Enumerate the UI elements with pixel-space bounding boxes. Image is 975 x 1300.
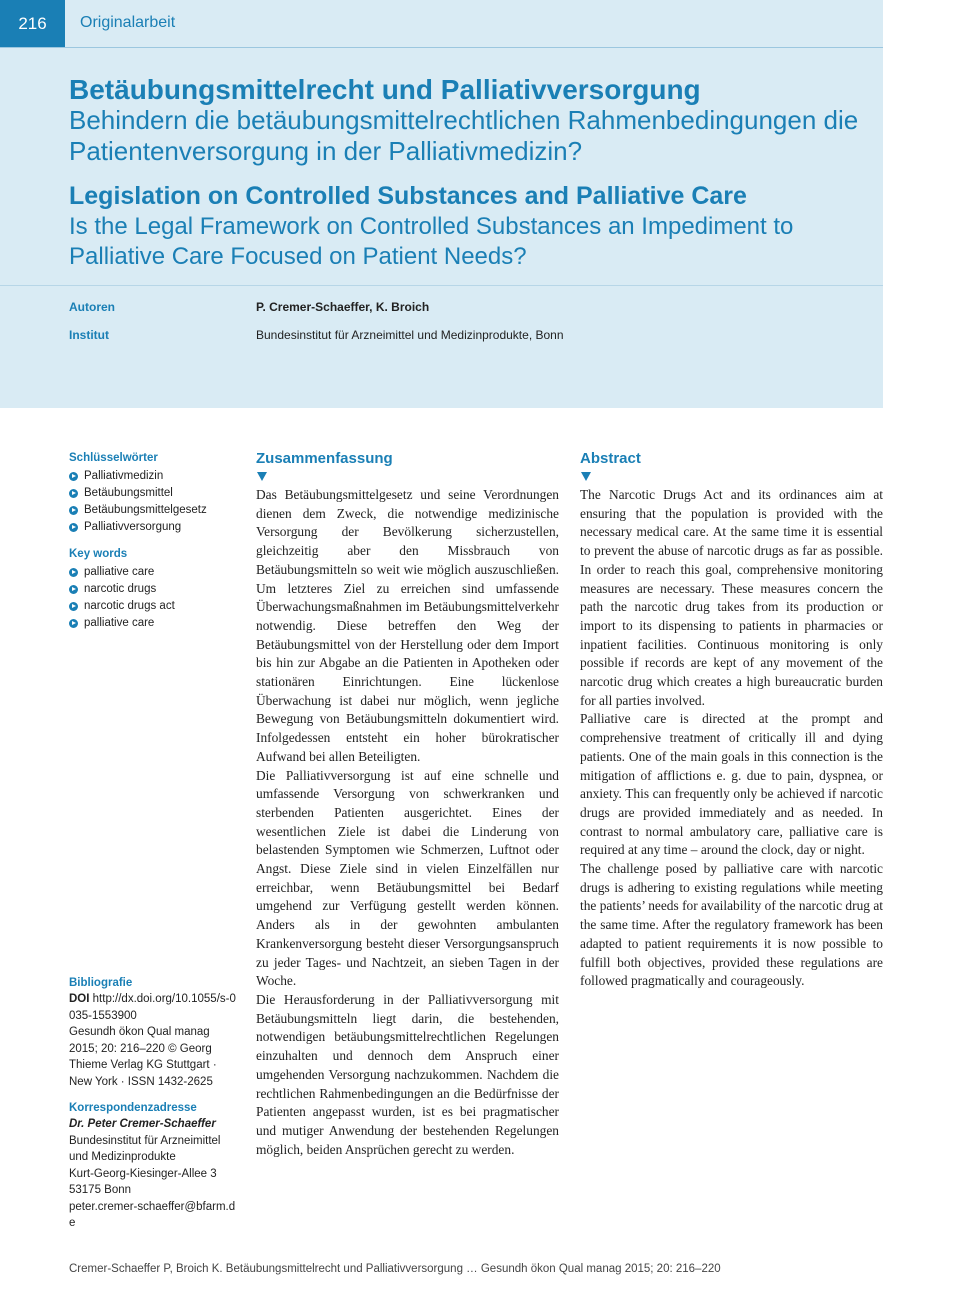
arrow-bullet-icon	[69, 506, 78, 515]
abstract-heading: Abstract	[580, 450, 641, 467]
institute: Bundesinstitut für Arzneimittel und Medizinprodukte, Bonn	[256, 328, 564, 342]
doi-link[interactable]: http://dx.doi.org/10.1055/s-0035-1553900	[69, 993, 236, 1022]
corr-street: Kurt-Georg-Kiesinger-Allee 3	[69, 1167, 217, 1180]
citation: Gesundh ökon Qual manag 2015; 20: 216–220 © Georg Thieme Verlag KG Stuttgart · New York · ISSN 1432-2625	[69, 1026, 217, 1088]
keyword: narcotic drugs act	[84, 600, 175, 612]
paragraph: Die Palliativversorgung ist auf eine schnelle und umfassende Versorgung von schwerkranken und sterbenden Patienten ausgerichtet. Eines der wesentlichen Ziele ist dabei die Linderung von belastenden Symptomen wie Schmerzen, Luftnot oder Angst. Diese Ziele sind in vielen Einzelfällen nur erreichbar, wenn Betäubungsmittel bei Bedarf umgehend zur Verfügung gestellt werden können. Anders als in der gewohnten ambulanten Krankenversorgung besteht dieser Versorgungsanspruch zu jeder Tages- und Nachtzeit, an sieben Tagen in der Woche.	[256, 767, 559, 989]
title-de: Betäubungsmittelrecht und Palliativversorgung	[69, 74, 701, 105]
authors-label: Autoren	[69, 300, 115, 314]
list-item	[69, 502, 239, 519]
paragraph: Das Betäubungsmittelgesetz und seine Verordnungen dienen dem Zweck, die notwendige medizinische Versorgung der Bevölkerung sicherzustellen, gleichzeitig aber den Missbrauch von Betäubungsmitteln so weit wie möglich auszuschließen. Um letzteres Ziel zu erreichen sind umfassende Überwachungsmaßnahmen im Betäubungsmittelverkehr notwendig. Diese betreffen den Weg der Betäubungsmittel von der Herstellung oder dem Import bis hin zur Abgabe an die Patienten in Apotheken oder stationären Einrichtungen. Eine lückenlose Überwachung ist dabei nur möglich, wenn jegliche Bewegung von Betäubungsmitteln dokumentiert wird. Infolgedessen entsteht ein hoher bürokratischer Aufwand bei allen Beteiligten.	[256, 487, 559, 764]
keywords-de-heading: Schlüsselwörter	[69, 452, 158, 464]
list-item	[69, 485, 239, 502]
subtitle-de: Behindern die betäubungsmittelrechtlichen Rahmenbedingungen die Patientenversorgung in der Palliativmedizin?	[69, 105, 859, 166]
triangle-down-icon	[581, 472, 591, 481]
arrow-bullet-icon	[69, 619, 78, 628]
corresponding-author: Dr. Peter Cremer-Schaeffer	[69, 1118, 216, 1130]
correspondence-heading: Korrespondenzadresse	[69, 1102, 197, 1114]
abstract-en	[580, 450, 883, 991]
meta-divider	[0, 285, 883, 286]
paragraph: Palliative care is directed at the prompt and comprehensive treatment of critically ill and dying patients. One of the main goals in this connection is the mitigation of afflictions e. g. due to pain, dyspnea, or anxiety. This can frequently only be achieved if narcotic drugs are provided immediately and as needed. In contrast to normal ambulatory care, palliative care is required at any time – around the clock, day or night.	[580, 711, 883, 858]
list-item	[69, 468, 239, 485]
bibliography-heading: Bibliografie	[69, 977, 133, 989]
triangle-down-icon	[257, 472, 267, 481]
keywords-sidebar	[69, 450, 239, 632]
keywords-en-heading: Key words	[69, 548, 128, 560]
paragraph: The Narcotic Drugs Act and its ordinances aim at ensuring that the population is provided with the necessary medical care. At the same time it is essential to prevent the abuse of narcotic drugs as far as possible. In order to reach this goal, comprehensive monitoring measures are necessary. These measures concern the path the narcotic drug takes from its production or import to its dispensing to patients in pharmacies or inpatient facilities. Continuous monitoring is only possible if records are kept of any movement of the narcotic drug which creates a high bureaucratic burden for all parties involved.	[580, 487, 883, 708]
arrow-bullet-icon	[69, 523, 78, 532]
summary-heading: Zusammenfassung	[256, 450, 393, 467]
list-item	[69, 581, 239, 598]
arrow-bullet-icon	[69, 472, 78, 481]
arrow-bullet-icon	[69, 568, 78, 577]
keyword: palliative care	[84, 566, 155, 578]
keyword: Palliativmedizin	[84, 470, 164, 482]
corr-city: 53175 Bonn	[69, 1184, 132, 1196]
arrow-bullet-icon	[69, 489, 78, 498]
corr-email[interactable]: peter.cremer-schaeffer@bfarm.de	[69, 1200, 236, 1229]
page-number: 216	[0, 0, 65, 47]
arrow-bullet-icon	[69, 585, 78, 594]
keyword: Betäubungsmittel	[84, 487, 173, 499]
keyword: Betäubungsmittelgesetz	[84, 504, 207, 516]
paragraph: The challenge posed by palliative care with narcotic drugs is adhering to existing regulations while meeting the patients’ needs for availability of the narcotic drug at the same time. After the regulatory framework has been adapted to patient requirements it is now possible to fulfill both objectives, provided these regulations are followed pragmatically and courageously.	[580, 861, 883, 989]
list-item	[69, 564, 239, 581]
doi-label: DOI	[69, 993, 90, 1005]
paragraph: Die Herausforderung in der Palliativversorgung mit Betäubungsmitteln liegt darin, die bestehenden, notwendigen betäubungsmittelrechtlichen Regelungen einzuhalten und dennoch dem Anspruch einer umgehenden Versorgung nachzukommen. Nachdem die rechtlichen Rahmenbedingungen an die Bedürfnisse der Patienten angepasst wurden, ist es bei pragmatischer und mutiger Anwendung der bestehenden Regelungen möglich, beiden Ansprüchen gerecht zu werden.	[256, 991, 559, 1157]
header-divider	[0, 47, 883, 48]
subtitle-en: Is the Legal Framework on Controlled Substances an Impediment to Palliative Care Focused on Patient Needs?	[69, 213, 794, 270]
doi-line	[69, 991, 239, 1024]
keyword: Palliativversorgung	[84, 521, 182, 533]
keyword: palliative care	[84, 617, 155, 629]
title-en: Legislation on Controlled Substances and Palliative Care	[69, 182, 747, 210]
keyword: narcotic drugs	[84, 583, 157, 595]
list-item	[69, 615, 239, 632]
summary-de	[256, 450, 559, 1159]
arrow-bullet-icon	[69, 602, 78, 611]
corr-institution: Bundesinstitut für Arzneimittel und Medizinprodukte	[69, 1134, 221, 1163]
page-footer-citation: Cremer-Schaeffer P, Broich K. Betäubungsmittelrecht und Palliativversorgung … Gesundh ökon Qual manag 2015; 20: 216–220	[69, 1263, 721, 1275]
section-label: Originalarbeit	[80, 14, 176, 31]
keywords-de-list	[69, 468, 239, 536]
list-item	[69, 598, 239, 615]
correspondence	[69, 1100, 239, 1232]
bibliography	[69, 975, 239, 1090]
authors: P. Cremer-Schaeffer, K. Broich	[256, 300, 430, 314]
list-item	[69, 519, 239, 536]
article-titles	[69, 74, 869, 272]
keywords-en-list	[69, 564, 239, 632]
institute-label: Institut	[69, 328, 109, 342]
